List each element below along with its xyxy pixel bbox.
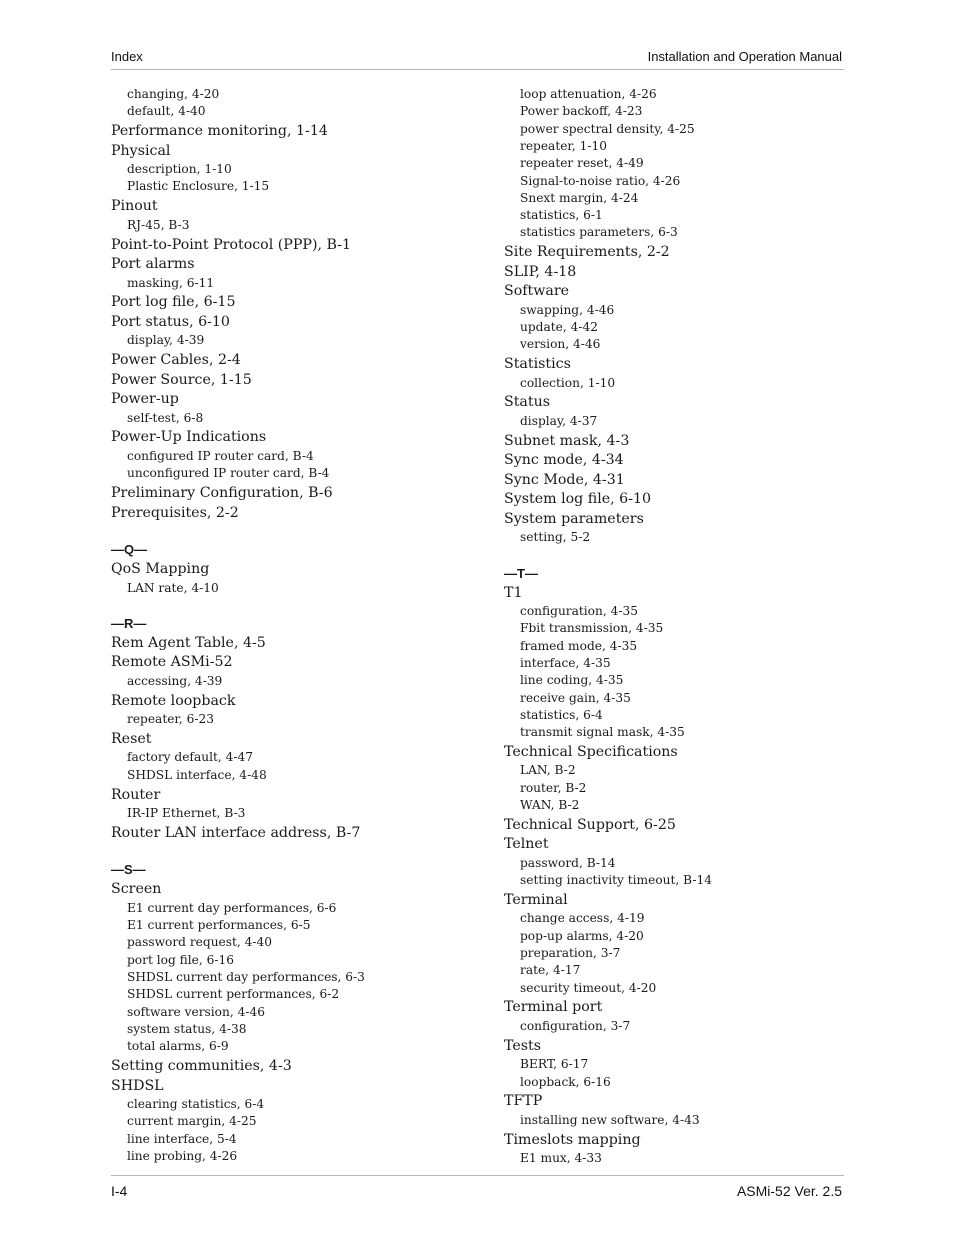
index-subentry: Fbit transmission, 4-35 <box>520 621 664 636</box>
index-entry: Site Requirements, 2-2 <box>504 244 670 261</box>
index-subentry: statistics parameters, 6-3 <box>520 225 678 240</box>
index-entry: Preliminary Configuration, B-6 <box>111 485 333 501</box>
index-subentry: setting, 5-2 <box>520 530 591 545</box>
index-entry: SLIP, 4-18 <box>504 263 577 280</box>
index-subentry: default, 4-40 <box>127 104 206 119</box>
index-entry: Statistics <box>504 356 571 373</box>
index-subentry: system status, 4-38 <box>127 1021 247 1036</box>
index-entry: Rem Agent Table, 4-5 <box>111 634 266 651</box>
index-entry: Tests <box>504 1037 542 1054</box>
index-subentry: display, 4-39 <box>127 333 205 348</box>
index-entry: Remote ASMi-52 <box>111 654 233 671</box>
index-subentry: SHDSL current day performances, 6-3 <box>127 970 365 984</box>
index-entry: Pinout <box>111 198 158 215</box>
index-subentry: E1 mux, 4-33 <box>520 1151 602 1166</box>
index-subentry: BERT, 6-17 <box>520 1057 589 1072</box>
index-entry: Prerequisites, 2-2 <box>111 504 239 521</box>
index-subentry: swapping, 4-46 <box>520 302 615 317</box>
index-entry: Power-up <box>111 391 179 408</box>
index-subentry: clearing statistics, 6-4 <box>127 1097 265 1111</box>
index-entry: Physical <box>111 142 171 159</box>
index-entry: Technical Support, 6-25 <box>504 816 676 833</box>
index-entry: T1 <box>504 584 523 601</box>
index-entry: Remote loopback <box>111 692 236 709</box>
index-entry: System log file, 6-10 <box>504 491 652 508</box>
index-subentry: repeater, 1-10 <box>520 138 608 153</box>
index-subentry: transmit signal mask, 4-35 <box>520 725 685 740</box>
index-subentry: statistics, 6-1 <box>520 208 603 223</box>
index-subentry: factory default, 4-47 <box>127 750 253 765</box>
index-subentry: power spectral density, 4-25 <box>520 121 695 136</box>
index-subentry: interface, 4-35 <box>520 655 611 670</box>
index-subentry: version, 4-46 <box>520 337 601 352</box>
index-subentry: Plastic Enclosure, 1-15 <box>127 179 270 194</box>
index-entry: Terminal <box>504 891 568 908</box>
index-subentry: configured IP router card, B-4 <box>127 448 314 463</box>
index-entry: Technical Specifications <box>504 743 678 760</box>
index-subentry: change access, 4-19 <box>520 911 645 926</box>
index-subentry: unconfigured IP router card, B-4 <box>127 466 330 481</box>
index-subentry: line interface, 5-4 <box>127 1131 237 1146</box>
index-entry: Status <box>504 394 550 411</box>
index-subentry: self-test, 6-8 <box>127 410 204 425</box>
index-subentry: IR-IP Ethernet, B-3 <box>127 806 246 820</box>
footer-right: ASMi-52 Ver. 2.5 <box>736 1183 842 1199</box>
index-subentry: changing, 4-20 <box>127 87 220 101</box>
index-entry: Reset <box>111 730 152 747</box>
index-subentry: rate, 4-17 <box>520 963 581 978</box>
index-subentry: SHDSL current performances, 6-2 <box>127 987 340 1002</box>
index-letter-heading: —R— <box>111 615 147 631</box>
index-subentry: loopback, 6-16 <box>520 1074 611 1089</box>
index-letter-heading: —S— <box>111 862 146 878</box>
index-subentry: display, 4-37 <box>520 413 598 428</box>
index-subentry: update, 4-42 <box>520 320 598 334</box>
index-subentry: router, B-2 <box>520 780 587 795</box>
index-entry: Point-to-Point Protocol (PPP), B-1 <box>111 236 352 253</box>
index-subentry: LAN, B-2 <box>520 763 576 778</box>
index-subentry: port log file, 6-16 <box>127 952 235 967</box>
footer-rule <box>111 1175 844 1176</box>
index-subentry: E1 current day performances, 6-6 <box>127 900 337 915</box>
index-subentry: framed mode, 4-35 <box>520 638 638 653</box>
index-subentry: accessing, 4-39 <box>127 673 223 688</box>
index-entry: QoS Mapping <box>111 561 210 577</box>
index-entry: SHDSL <box>111 1077 164 1094</box>
index-subentry: description, 1-10 <box>127 162 232 177</box>
header-left: Index <box>111 49 143 64</box>
index-entry: Port log file, 6-15 <box>111 294 236 311</box>
index-letter-heading: —Q— <box>111 542 148 557</box>
index-subentry: collection, 1-10 <box>520 375 616 390</box>
header-rule <box>111 69 844 70</box>
index-entry: Power Source, 1-15 <box>111 371 252 388</box>
index-subentry: pop-up alarms, 4-20 <box>520 928 644 943</box>
index-entry: Sync mode, 4-34 <box>504 452 624 469</box>
index-entry: Sync Mode, 4-31 <box>504 471 625 488</box>
index-subentry: E1 current performances, 6-5 <box>127 918 311 933</box>
index-entry: Software <box>504 283 569 300</box>
index-subentry: statistics, 6-4 <box>520 707 603 722</box>
index-entry: Router <box>111 786 161 803</box>
index-subentry: Snext margin, 4-24 <box>520 190 639 205</box>
index-subentry: installing new software, 4-43 <box>520 1112 700 1127</box>
index-subentry: configuration, 4-35 <box>520 604 638 618</box>
index-subentry: SHDSL interface, 4-48 <box>127 767 267 782</box>
index-entry: Telnet <box>504 836 549 853</box>
index-entry: System parameters <box>504 510 644 527</box>
index-entry: Setting communities, 4-3 <box>111 1058 292 1074</box>
index-subentry: repeater reset, 4-49 <box>520 156 644 171</box>
index-entry: Subnet mask, 4-3 <box>504 432 630 449</box>
index-entry: Timeslots mapping <box>504 1131 641 1148</box>
index-subentry: masking, 6-11 <box>127 275 215 290</box>
index-entry: Port status, 6-10 <box>111 313 230 330</box>
index-subentry: password request, 4-40 <box>127 935 273 950</box>
index-subentry: preparation, 3-7 <box>520 946 621 960</box>
index-subentry: receive gain, 4-35 <box>520 690 631 705</box>
index-subentry: security timeout, 4-20 <box>520 980 657 995</box>
index-subentry: line probing, 4-26 <box>127 1148 238 1163</box>
index-subentry: setting inactivity timeout, B-14 <box>520 873 712 888</box>
index-entry: Terminal port <box>504 999 603 1016</box>
index-subentry: loop attenuation, 4-26 <box>520 87 657 101</box>
index-subentry: line coding, 4-35 <box>520 673 624 688</box>
index-subentry: configuration, 3-7 <box>520 1018 631 1033</box>
index-entry: Screen <box>111 881 162 898</box>
index-subentry: Signal-to-noise ratio, 4-26 <box>520 173 681 188</box>
index-subentry: WAN, B-2 <box>520 798 580 812</box>
index-entry: Power Cables, 2-4 <box>111 352 241 369</box>
index-entry: Port alarms <box>111 256 195 272</box>
footer-left: I-4 <box>111 1183 128 1199</box>
index-entry: Power-Up Indications <box>111 429 267 446</box>
header-right: Installation and Operation Manual <box>647 49 842 64</box>
index-entry: Performance monitoring, 1-14 <box>111 123 328 140</box>
index-subentry: current margin, 4-25 <box>127 1114 257 1129</box>
index-subentry: repeater, 6-23 <box>127 712 215 727</box>
index-subentry: Power backoff, 4-23 <box>520 104 643 119</box>
index-letter-heading: —T— <box>504 565 538 581</box>
index-entry: Router LAN interface address, B-7 <box>111 824 361 841</box>
index-subentry: RJ-45, B-3 <box>127 217 190 232</box>
index-subentry: total alarms, 6-9 <box>127 1039 229 1054</box>
index-subentry: password, B-14 <box>520 855 616 870</box>
index-subentry: software version, 4-46 <box>127 1004 266 1019</box>
index-entry: TFTP <box>504 1093 543 1110</box>
index-subentry: LAN rate, 4-10 <box>127 580 219 595</box>
